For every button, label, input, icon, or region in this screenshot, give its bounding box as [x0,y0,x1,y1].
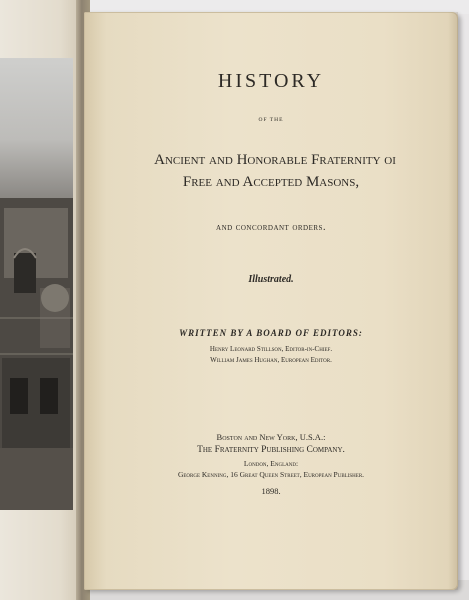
subtitle-line-2: Free and Accepted Masons, [182,174,360,190]
concordant-orders: and concordant orders. [216,222,326,233]
of-the-line: OF THE [258,117,284,123]
editor-in-chief: Henry Leonard Stillson, Editor-in-Chief. [209,345,333,353]
european-editor: William James Hughan, European Editor. [210,356,332,364]
written-by-heading: WRITTEN BY A BOARD OF EDITORS: [179,328,363,338]
european-publisher: George Kenning, 16 Great Queen Street, European Publisher. [177,470,365,479]
publisher-location-1: Boston and New York, U.S.A.: [216,432,326,442]
frontispiece-photo [0,58,73,510]
book-title: HISTORY [217,70,325,92]
building-illustration [0,58,73,510]
publisher-location-2: London, England: [243,459,299,468]
title-page [84,12,458,590]
page-edge-shadow [448,12,458,590]
left-page [0,0,86,600]
publisher-name: The Fraternity Publishing Company. [197,445,345,455]
illustrated-label: Illustrated. [248,274,294,285]
publication-year: 1898. [261,486,281,496]
subtitle-line-1: Ancient and Honorable Fraternity oi [154,152,396,168]
